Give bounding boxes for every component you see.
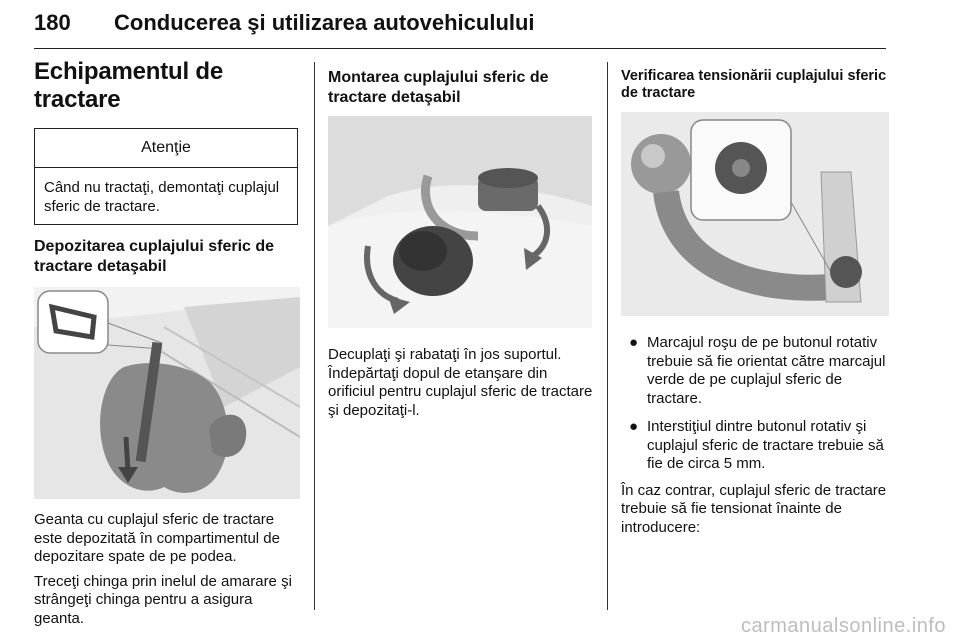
running-title: Conducerea şi utilizarea autovehiculului bbox=[114, 10, 535, 35]
paragraph: Decuplaţi şi rabataţi în jos suportul. Îndepărtaţi dopul de etanşare din orificiul pentru cuplajul sferic de tractare şi depozitaţi-l. bbox=[328, 346, 593, 419]
column-divider bbox=[607, 62, 608, 610]
check-list bbox=[621, 334, 889, 474]
tension-illustration-svg bbox=[621, 112, 889, 316]
column-middle bbox=[328, 68, 594, 420]
paragraph: În caz contrar, cuplajul sferic de tractare trebuie să fie tensionat înainte de introducere: bbox=[621, 481, 887, 536]
warning-heading: Atenţie bbox=[35, 129, 297, 168]
section-title: Echipamentul de tractare bbox=[34, 58, 224, 113]
bullet-icon: ● bbox=[629, 334, 639, 351]
bullet-icon: ● bbox=[629, 418, 639, 435]
tow-ball-tension-knob-illustration bbox=[621, 112, 889, 316]
list-item-text: Marcajul roşu de pe butonul rotativ trebuie să fie orientat către marcajul verde de pe cuplajul sferic de tractare. bbox=[647, 334, 886, 407]
warning-text: Când nu tractaţi, demontaţi cuplajul sferic de tractare. bbox=[44, 179, 280, 215]
column-right bbox=[621, 68, 889, 537]
page-number: 180 bbox=[34, 10, 71, 35]
paragraph: Treceţi chinga prin inelul de amarare şi strângeţi chinga pentru a asigura geanta. bbox=[34, 572, 292, 627]
paragraph: Geanta cu cuplajul sferic de tractare este depozitată în compartimentul de depozitare spate de pe podea. bbox=[34, 511, 280, 565]
subhead-tension: Verificarea tensionării cuplajului sferic de tractare bbox=[621, 68, 887, 101]
tow-socket-fold-down-illustration bbox=[328, 116, 592, 328]
column-divider bbox=[314, 62, 315, 610]
list-item-text: Interstiţiul dintre butonul rotativ şi cuplajul sferic de tractare trebuie să fie de circa 5 mm. bbox=[647, 418, 884, 472]
list-item bbox=[621, 418, 889, 474]
subhead-mounting: Montarea cuplajului sferic de tractare detaşabil bbox=[328, 69, 549, 106]
warning-box bbox=[34, 128, 298, 225]
list-item bbox=[621, 334, 889, 408]
watermark: carmanualsonline.info bbox=[740, 615, 946, 637]
subhead-storage: Depozitarea cuplajului sferic de tractare detaşabil bbox=[34, 238, 275, 275]
mounting-illustration-svg bbox=[328, 116, 592, 328]
storage-illustration-svg bbox=[34, 287, 300, 499]
tow-bar-storage-bag-illustration bbox=[34, 287, 300, 499]
column-left bbox=[34, 58, 300, 628]
page-header bbox=[34, 2, 886, 49]
